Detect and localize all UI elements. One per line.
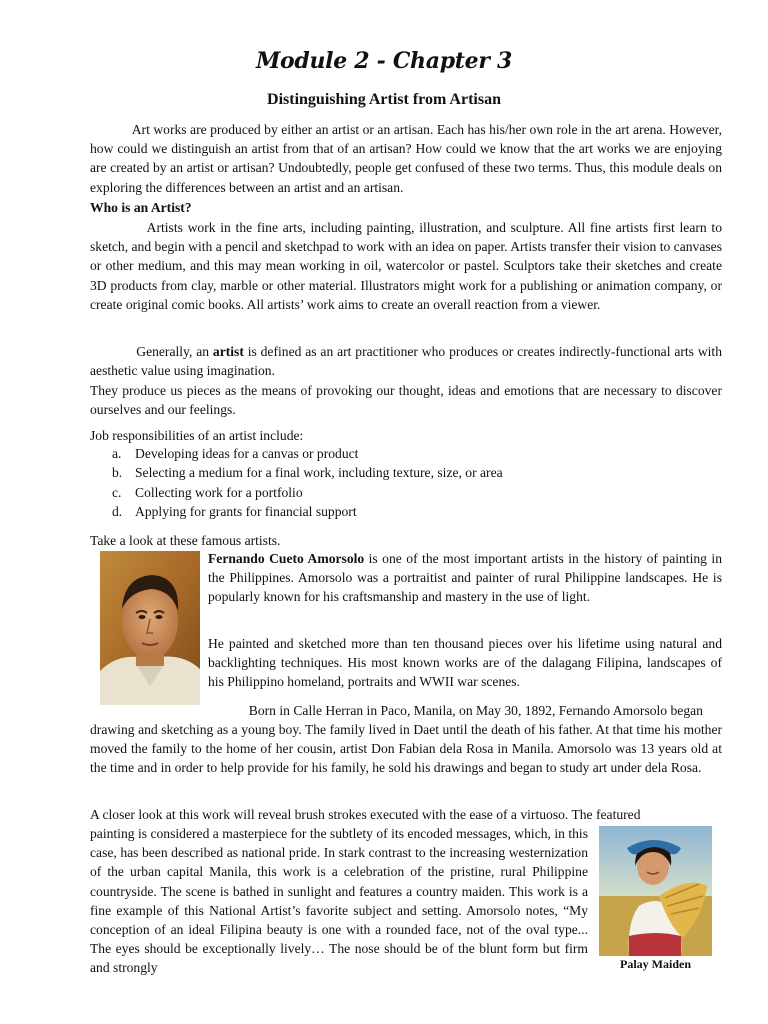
list-item-text: Collecting work for a portfolio (135, 484, 303, 500)
take-look-line: Take a look at these famous artists. (90, 533, 281, 548)
who-is-artist-paragraph: Artists work in the fine arts, including painting, illustration, and sculpture. All fine artists first learn to sketch, and begin with a pencil and sketchpad to work with an idea on paper. Artists transfer their vision to canvases or other medium, and this may mean working in oil, watercolor or pastel. Sculptors take their sketches and create 3D products from clay, marble or other material. Illustrators might work for a publishing or animation company, or create original comic books. All artists’ work aims to create an overall reaction from a viewer. (90, 220, 722, 312)
definition-pre: Generally, an (90, 344, 213, 359)
amorsolo-works-paragraph: He painted and sketched more than ten thousand pieces over his lifetime using natural and backlighting techniques. His most known works are of the dalagang Filipina, landscapes of his Philippino homeland, portraits and WWII war scenes. (208, 636, 722, 690)
artist-definition-paragraph (90, 342, 722, 380)
list-marker: b. (112, 465, 123, 481)
amorsolo-born-paragraph: drawing and sketching as a young boy. The family lived in Daet until the death of his father. At that time his mother moved the family to the home of her cousin, artist Don Fabian dela Rosa in Manila. Amorsolo was 13 years old at the time and in order to help provide for his family, he sold his drawings and began to study art under dela Rosa. (90, 722, 722, 776)
list-item (112, 463, 503, 482)
closer-look-first-line: A closer look at this work will reveal brush strokes executed with the ease of a virtuoso. The featured (90, 807, 641, 822)
definition-post: is defined as an art practitioner who produces or creates indirectly-functional arts with aesthetic value using imagination. (90, 344, 722, 379)
who-is-artist-heading: Who is an Artist? (90, 200, 192, 215)
amorsolo-born-first-line: Born in Calle Herran in Paco, Manila, on May 30, 1892, Fernando Amorsolo began (208, 703, 703, 718)
closer-look-paragraph: painting is considered a masterpiece for the subtlety of its encoded messages, which, in this case, has been described as national pride. In stark contrast to the increasing westernization of the urban capital Manila, this work is a celebration of the pristine, rural Philippine countryside. The scene is bathed in sunlight and features a country maiden. This work is a fine example of this National Artist’s favorite subject and setting. Amorsolo notes, “My conception of an ideal Filipina beauty is one with a rounded face, not of the oval type... The eyes should be exceptionally lively… The nose should be of the blunt form but firm and strongly (90, 826, 588, 976)
module-title: Module 2 - Chapter 3 (255, 48, 513, 74)
list-marker: a. (112, 446, 122, 461)
list-item-text: Applying for grants for financial support (135, 504, 357, 520)
list-marker: d. (112, 504, 123, 520)
intro-paragraph: Art works are produced by either an artist or an artisan. Each has his/her own role in the art arena. However, how could we distinguish an artist from that of an artisan? How could we know that the art works we are enjoying are created by an artist or artisan? Undoubtedly, people get confused of these two terms. Thus, this module deals on exploring the differences between an artist and an artisan. (90, 122, 722, 195)
amorsolo-intro-text: is one of the most important artists in the history of painting in the Philippines. Amorsolo was a portraitist and painter of rural Philippine landscapes. He is popularly known for his craftsmanship and mastery in the use of light. (208, 551, 722, 605)
list-item (112, 483, 503, 502)
job-responsibilities-list (112, 444, 503, 522)
chapter-heading: Distinguishing Artist from Artisan (267, 91, 501, 108)
list-marker: c. (112, 484, 122, 500)
list-item-text: Selecting a medium for a final work, including texture, size, or area (135, 465, 503, 481)
amorsolo-intro-paragraph (208, 549, 722, 607)
amorsolo-name: Fernando Cueto Amorsolo (208, 551, 365, 566)
artist-term: artist (212, 344, 244, 359)
produce-paragraph: They produce us pieces as the means of provoking our thought, ideas and emotions that are necessary to discover ourselves and our feelings. (90, 383, 722, 418)
palay-maiden-image (599, 826, 712, 956)
job-intro: Job responsibilities of an artist include: (90, 428, 304, 443)
list-item-text: Developing ideas for a canvas or product (135, 446, 359, 461)
list-item (112, 502, 503, 521)
palay-maiden-caption: Palay Maiden (620, 957, 691, 971)
amorsolo-portrait-image (100, 551, 200, 705)
list-item (112, 444, 503, 463)
